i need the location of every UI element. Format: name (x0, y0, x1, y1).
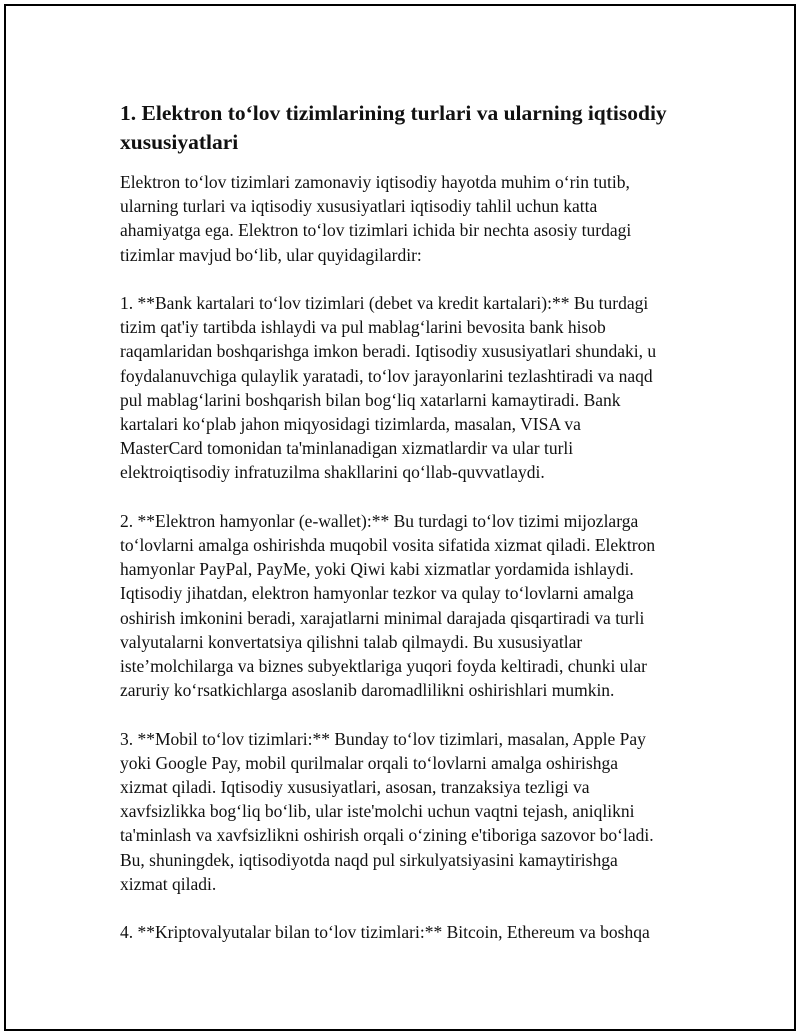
section-heading: 1. Elektron to‘lov tizimlarining turlari va ularning iqtisodiy xususiyatlari (120, 101, 667, 154)
intro-paragraph: Elektron to‘lov tizimlari zamonaviy iqtisodiy hayotda muhim o‘rin tutib, ularning turlari va iqtisodiy xususiyatlari iqtisodiy tahlil uchun katta ahamiyatga ega. Elektron to‘lov tizimlari ichida bir nechta asosiy turdagi tizimlar mavjud bo‘lib, ular quyidagilardir: (120, 172, 632, 265)
paragraph-bank-cards: 1. **Bank kartalari to‘lov tizimlari (debet va kredit kartalari):** Bu turdagi tizim qat'iy tartibda ishlaydi va pul mablag‘larini bevosita bank hisob raqamlaridan boshqarishga imkon beradi. Iqtisodiy xususiyatlari shundaki, u foydalanuvchiga qulaylik yaratadi, to‘lov jarayonlarini tezlashtiradi va naqd pul mablag‘larini boshqarish bilan bog‘liq xatarlarni kamaytiradi. Bank kartalari ko‘plab jahon miqyosidagi tizimlarda, masalan, VISA va MasterCard tomonidan ta'minlanadigan xizmatlardir va ular turli elektroiqtisodiy infratuzilma shakllarini qo‘llab-quvvatlaydi. (120, 293, 657, 483)
document-body (120, 99, 690, 944)
paragraph-e-wallets: 2. **Elektron hamyonlar (e-wallet):** Bu turdagi to‘lov tizimi mijozlarga to‘lovlarni amalga oshirishda muqobil vosita sifatida xizmat qiladi. Elektron hamyonlar PayPal, PayMe, yoki Qiwi kabi xizmatlar yordamida ishlaydi. Iqtisodiy jihatdan, elektron hamyonlar tezkor va qulay to‘lovlarni amalga oshirish imkonini beradi, xarajatlarni minimal darajada qisqartiradi va turli valyutalarni konvertatsiya qilishni talab qilmaydi. Bu xususiyatlar iste’molchilarga va biznes subyektlariga yuqori foyda keltiradi, chunki ular zaruriy ko‘rsatkichlarga asoslanib daromadlilikni oshirishlari mumkin. (120, 510, 656, 701)
paragraph-mobile-payments: 3. **Mobil to‘lov tizimlari:** Bunday to‘lov tizimlari, masalan, Apple Pay yoki Google Pay, mobil qurilmalar orqali to‘lovlarni amalga oshirishga xizmat qiladi. Iqtisodiy xususiyatlari, asosan, tranzaksiya tezligi va xavfsizlikka bog‘liq bo‘lib, ular iste'molchi uchun vaqtni tejash, aniqlikni ta'minlash va xavfsizlikni oshirish orqali o‘zining e'tiboriga sazovor bo‘ladi. Bu, shuningdek, iqtisodiyotda naqd pul sirkulyatsiyasini kamaytirishga xizmat qiladi. (120, 728, 654, 894)
page-frame (4, 4, 796, 1031)
paragraph-crypto-payments: 4. **Kriptovalyutalar bilan to‘lov tizimlari:** Bitcoin, Ethereum va boshqa (120, 922, 650, 943)
